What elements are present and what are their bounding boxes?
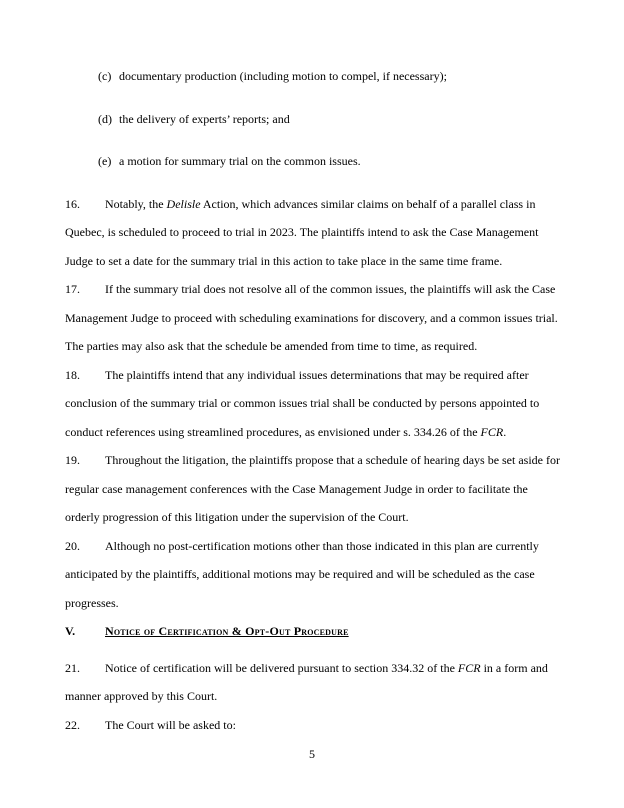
section-heading: [65, 617, 560, 646]
paragraph-21: [65, 654, 560, 711]
section-heading-number: V.: [65, 624, 76, 638]
page-number: 5: [309, 747, 315, 761]
paragraph-17-number: 17.: [65, 282, 80, 296]
paragraph-22: [65, 711, 560, 740]
paragraph-19: [65, 446, 560, 532]
list-item-c: [98, 62, 560, 91]
paragraph-17: [65, 275, 560, 361]
paragraph-17-text: If the summary trial does not resolve all of the common issues, the plaintiffs will ask the Case Management Judge to proceed with scheduling examinations for discovery, and a common issues trial. The parties may also ask that the schedule be amended from time to time, as required.: [65, 282, 558, 353]
paragraph-16-text: Notably, the Delisle Action, which advances similar claims on behalf of a parallel class in Quebec, is scheduled to proceed to trial in 2023. The plaintiffs intend to ask the Case Management Judge to set a date for the summary trial in this action to take place in the same time frame.: [65, 196, 539, 268]
list-item-e: [98, 147, 560, 176]
paragraph-21-text: Notice of certification will be delivered pursuant to section 334.32 of the FCR in a form and manner approved by this Court.: [65, 660, 548, 703]
list-item-e-text: a motion for summary trial on the common issues.: [119, 154, 361, 168]
paragraph-20-text: Although no post-certification motions other than those indicated in this plan are currently anticipated by the plaintiffs, additional motions may be required and will be scheduled as the case progresses.: [65, 538, 539, 610]
paragraph-20-number: 20.: [65, 538, 80, 553]
paragraph-18-text: The plaintiffs intend that any individual issues determinations that may be required after conclusion of the summary trial or common issues trial shall be conducted by persons appointed to conduct references using streamlined procedures, as envisioned under s. 334.26 of the FCR.: [65, 367, 540, 439]
paragraph-19-text: Throughout the litigation, the plaintiffs propose that a schedule of hearing days be set aside for regular case management conferences with the Case Management Judge in order to facilitate the orderly progression of this litigation under the supervision of the Court.: [65, 453, 560, 524]
paragraph-18: [65, 361, 560, 447]
section-heading-title: Notice of Certification & Opt-Out Procedure: [105, 624, 349, 638]
paragraph-20: [65, 532, 560, 618]
paragraph-16: [65, 190, 560, 276]
paragraph-18-number: 18.: [65, 367, 80, 382]
list-item-e-label: (e): [98, 154, 112, 168]
list-item-c-label: (c): [98, 69, 112, 83]
paragraph-21-number: 21.: [65, 660, 80, 675]
list-item-c-text: documentary production (including motion to compel, if necessary);: [119, 69, 447, 83]
list-item-d: [98, 105, 560, 134]
paragraph-22-text: The Court will be asked to:: [105, 717, 236, 732]
paragraph-16-number: 16.: [65, 196, 80, 211]
list-item-d-label: (d): [98, 111, 112, 126]
list-item-d-text: the delivery of experts’ reports; and: [119, 111, 290, 126]
paragraph-22-number: 22.: [65, 717, 80, 732]
paragraph-19-number: 19.: [65, 453, 80, 467]
